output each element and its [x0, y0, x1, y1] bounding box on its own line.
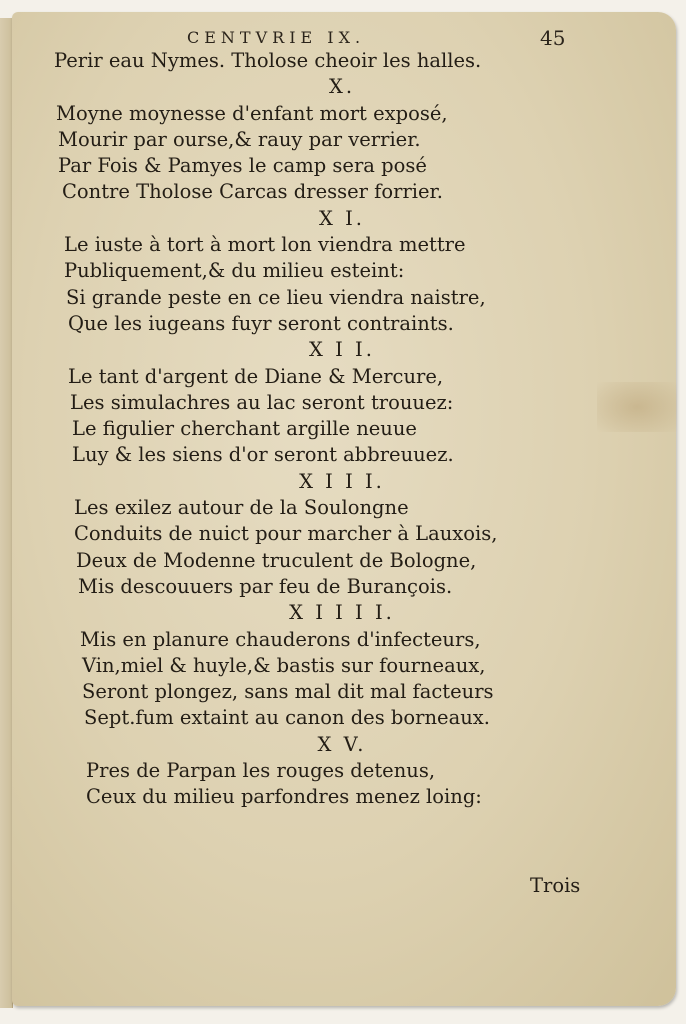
page-number: 45 — [540, 26, 566, 50]
verse-line: Le tant d'argent de Diane & Mercure, — [68, 364, 444, 388]
verse-line: Moyne moynesse d'enfant mort exposé, — [56, 101, 448, 125]
verse-line: Perir eau Nymes. Tholose cheoir les halles. — [54, 49, 482, 72]
verse-line: Le figulier cherchant argille neuue — [72, 417, 417, 441]
book-page — [12, 12, 676, 1006]
quatrain-number: X I I I. — [299, 469, 385, 493]
verse-line: Pres de Parpan les rouges detenus, — [86, 759, 436, 783]
verse-line: Ceux du milieu parfondres menez loing: — [86, 785, 482, 809]
verse-line: Mis en planure chauderons d'infecteurs, — [80, 627, 481, 651]
verse-line: Sept.fum extaint au canon des borneaux. — [84, 706, 490, 730]
verse-line: Si grande peste en ce lieu viendra naistre, — [66, 285, 486, 309]
quatrain-number: X V. — [317, 732, 367, 756]
quatrain-number: X I I. — [309, 338, 375, 362]
verse-line: Mis descouuers par feu de Burançois. — [78, 574, 453, 598]
verse-line: Conduits de nuict pour marcher à Lauxois, — [74, 522, 498, 546]
quatrain-number: X I. — [319, 206, 365, 230]
verse-line: Contre Tholose Carcas dresser forrier. — [62, 180, 443, 204]
verse-line: Par Fois & Pamyes le camp sera posé — [58, 154, 427, 178]
verse-line: Les exilez autour de la Soulongne — [74, 496, 409, 520]
verse-line: Les simulachres au lac seront trouuez: — [70, 390, 454, 414]
verse-line: Seront plongez, sans mal dit mal facteurs — [82, 680, 494, 704]
verse-line: Luy & les siens d'or seront abbreuuez. — [72, 443, 454, 467]
verse-line: Que les iugeans fuyr seront contraints. — [68, 311, 454, 335]
verse-line: Mourir par ourse,& rauy par verrier. — [58, 127, 421, 151]
verse-line: Publiquement,& du milieu esteint: — [64, 259, 405, 283]
quatrain-number: X. — [328, 75, 356, 99]
quatrain-text — [42, 48, 642, 811]
quatrain-number: X I I I I. — [289, 601, 395, 625]
catchword: Trois — [530, 874, 581, 897]
verse-line: Vin,miel & huyle,& bastis sur fourneaux, — [82, 653, 486, 677]
verse-line: Le iuste à tort à mort lon viendra mettre — [64, 233, 466, 257]
running-head: CENTVRIE IX. — [187, 28, 366, 47]
verse-line: Deux de Modenne truculent de Bologne, — [76, 548, 477, 572]
